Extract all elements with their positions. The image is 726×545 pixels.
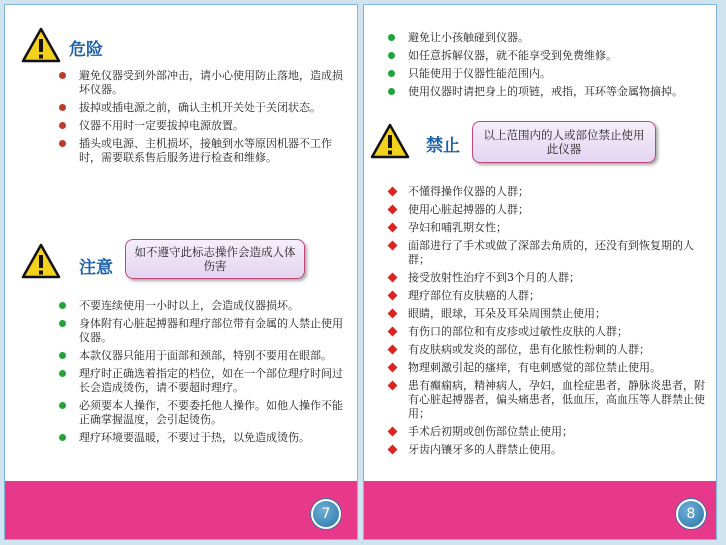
list-item-text: 眼睛，眼球，耳朵及耳朵周围禁止使用； bbox=[408, 307, 606, 320]
caution-continued-list bbox=[386, 31, 712, 103]
list-item bbox=[386, 67, 712, 81]
list-item-text: 有皮肤病或发炎的部位，患有化脓性粉刺的人群； bbox=[408, 343, 650, 356]
diamond-bullet-icon bbox=[388, 327, 398, 337]
list-item bbox=[57, 399, 349, 427]
list-item-text: 只能使用于仪器性能范围内。 bbox=[408, 67, 551, 80]
diamond-bullet-icon bbox=[388, 223, 398, 233]
list-item-text: 本款仪器只能用于面部和颈部，特别不要用在眼部。 bbox=[79, 349, 332, 362]
list-item bbox=[386, 221, 712, 235]
dot-bullet-icon bbox=[388, 34, 395, 41]
list-item bbox=[386, 325, 712, 339]
danger-list bbox=[57, 69, 349, 169]
list-item-text: 患有癫痫病，精神病人，孕妇，血栓症患者，静脉炎患者，附有心脏起搏器者，偏头痛患者，低血压，高血压等人群禁止使用； bbox=[408, 379, 705, 420]
list-item bbox=[57, 349, 349, 363]
list-item bbox=[57, 69, 349, 97]
dot-bullet-icon bbox=[388, 70, 395, 77]
list-item-text: 孕妇和哺乳期女性； bbox=[408, 221, 507, 234]
diamond-bullet-icon bbox=[388, 381, 398, 391]
list-item bbox=[386, 185, 712, 199]
list-item bbox=[57, 137, 349, 165]
list-item bbox=[386, 425, 712, 439]
list-item-text: 避免让小孩触碰到仪器。 bbox=[408, 31, 529, 44]
list-item-text: 有伤口的部位和有皮疹或过敏性皮肤的人群； bbox=[408, 325, 628, 338]
list-item bbox=[57, 101, 349, 115]
diamond-bullet-icon bbox=[388, 205, 398, 215]
dot-bullet-icon bbox=[59, 370, 66, 377]
list-item-text: 不懂得操作仪器的人群； bbox=[408, 185, 529, 198]
list-item bbox=[386, 361, 712, 375]
list-item bbox=[386, 379, 712, 421]
list-item bbox=[57, 431, 349, 445]
list-item bbox=[386, 289, 712, 303]
list-item-text: 仪器不用时一定要拔掉电源放置。 bbox=[79, 119, 244, 132]
diamond-bullet-icon bbox=[388, 363, 398, 373]
list-item bbox=[386, 239, 712, 267]
list-item bbox=[386, 203, 712, 217]
list-item-text: 手术后初期或创伤部位禁止使用； bbox=[408, 425, 573, 438]
list-item-text: 理疗时正确选着指定的档位，如在一个部位理疗时间过长会造成烫伤，请不要超时理疗。 bbox=[79, 367, 343, 394]
list-item-text: 理疗环境要温暖，不要过于热，以免造成烫伤。 bbox=[79, 431, 310, 444]
warning-triangle-icon bbox=[21, 27, 61, 63]
dot-bullet-icon bbox=[59, 104, 66, 111]
list-item-text: 不要连续使用一小时以上，会造成仪器损坏。 bbox=[79, 299, 299, 312]
list-item bbox=[57, 317, 349, 345]
list-item bbox=[386, 307, 712, 321]
list-item-text: 面部进行了手术或做了深部去角质的，还没有到恢复期的人群； bbox=[408, 239, 694, 266]
prohibited-note: 以上范围内的人或部位禁止使用此仪器 bbox=[472, 121, 656, 163]
dot-bullet-icon bbox=[59, 320, 66, 327]
dot-bullet-icon bbox=[388, 88, 395, 95]
danger-heading: 危险 bbox=[69, 40, 103, 60]
diamond-bullet-icon bbox=[388, 345, 398, 355]
list-item bbox=[386, 443, 712, 457]
prohibited-heading: 禁止 bbox=[426, 136, 460, 156]
list-item-text: 必须要本人操作，不要委托他人操作。如他人操作不能正确掌握温度，会引起烫伤。 bbox=[79, 399, 343, 426]
diamond-bullet-icon bbox=[388, 291, 398, 301]
caution-heading: 注意 bbox=[79, 258, 113, 278]
page-number: 8 bbox=[676, 499, 706, 529]
dot-bullet-icon bbox=[59, 352, 66, 359]
right-page bbox=[363, 4, 717, 540]
page-number: 7 bbox=[311, 499, 341, 529]
list-item-text: 使用仪器时请把身上的项链，戒指，耳环等金属物摘掉。 bbox=[408, 85, 683, 98]
list-item-text: 插头或电源、主机损坏，接触到水等原因机器不工作时，需要联系售后服务进行检查和维修。 bbox=[79, 137, 332, 164]
caution-note: 如不遵守此标志操作会造成人体伤害 bbox=[125, 239, 305, 279]
dot-bullet-icon bbox=[59, 140, 66, 147]
diamond-bullet-icon bbox=[388, 241, 398, 251]
list-item bbox=[57, 119, 349, 133]
prohibited-list bbox=[386, 185, 712, 461]
dot-bullet-icon bbox=[59, 402, 66, 409]
dot-bullet-icon bbox=[59, 122, 66, 129]
list-item-text: 如任意拆解仪器，就不能享受到免费维修。 bbox=[408, 49, 617, 62]
diamond-bullet-icon bbox=[388, 273, 398, 283]
warning-triangle-icon bbox=[370, 123, 410, 159]
diamond-bullet-icon bbox=[388, 427, 398, 437]
list-item-text: 身体附有心脏起搏器和理疗部位带有金属的人禁止使用仪器。 bbox=[79, 317, 343, 344]
list-item bbox=[386, 85, 712, 99]
diamond-bullet-icon bbox=[388, 445, 398, 455]
list-item-text: 牙齿内镶牙多的人群禁止使用。 bbox=[408, 443, 562, 456]
dot-bullet-icon bbox=[59, 72, 66, 79]
list-item-text: 避免仪器受到外部冲击，请小心使用防止落地，造成损坏仪器。 bbox=[79, 69, 343, 96]
list-item bbox=[57, 299, 349, 313]
list-item bbox=[386, 271, 712, 285]
page-footer bbox=[364, 481, 716, 539]
dot-bullet-icon bbox=[388, 52, 395, 59]
list-item-text: 拔掉或插电源之前，确认主机开关处于关闭状态。 bbox=[79, 101, 321, 114]
page-footer bbox=[5, 481, 357, 539]
list-item bbox=[386, 49, 712, 63]
list-item-text: 理疗部位有皮肤癌的人群； bbox=[408, 289, 540, 302]
dot-bullet-icon bbox=[59, 302, 66, 309]
list-item bbox=[57, 367, 349, 395]
list-item-text: 物理刺激引起的瘙痒，有电刺感觉的部位禁止使用。 bbox=[408, 361, 661, 374]
caution-list bbox=[57, 299, 349, 449]
diamond-bullet-icon bbox=[388, 187, 398, 197]
diamond-bullet-icon bbox=[388, 309, 398, 319]
left-page bbox=[4, 4, 358, 540]
dot-bullet-icon bbox=[59, 434, 66, 441]
list-item bbox=[386, 343, 712, 357]
warning-triangle-icon bbox=[21, 243, 61, 279]
list-item-text: 使用心脏起搏器的人群； bbox=[408, 203, 529, 216]
list-item-text: 接受放射性治疗不到3个月的人群； bbox=[408, 271, 580, 284]
list-item bbox=[386, 31, 712, 45]
